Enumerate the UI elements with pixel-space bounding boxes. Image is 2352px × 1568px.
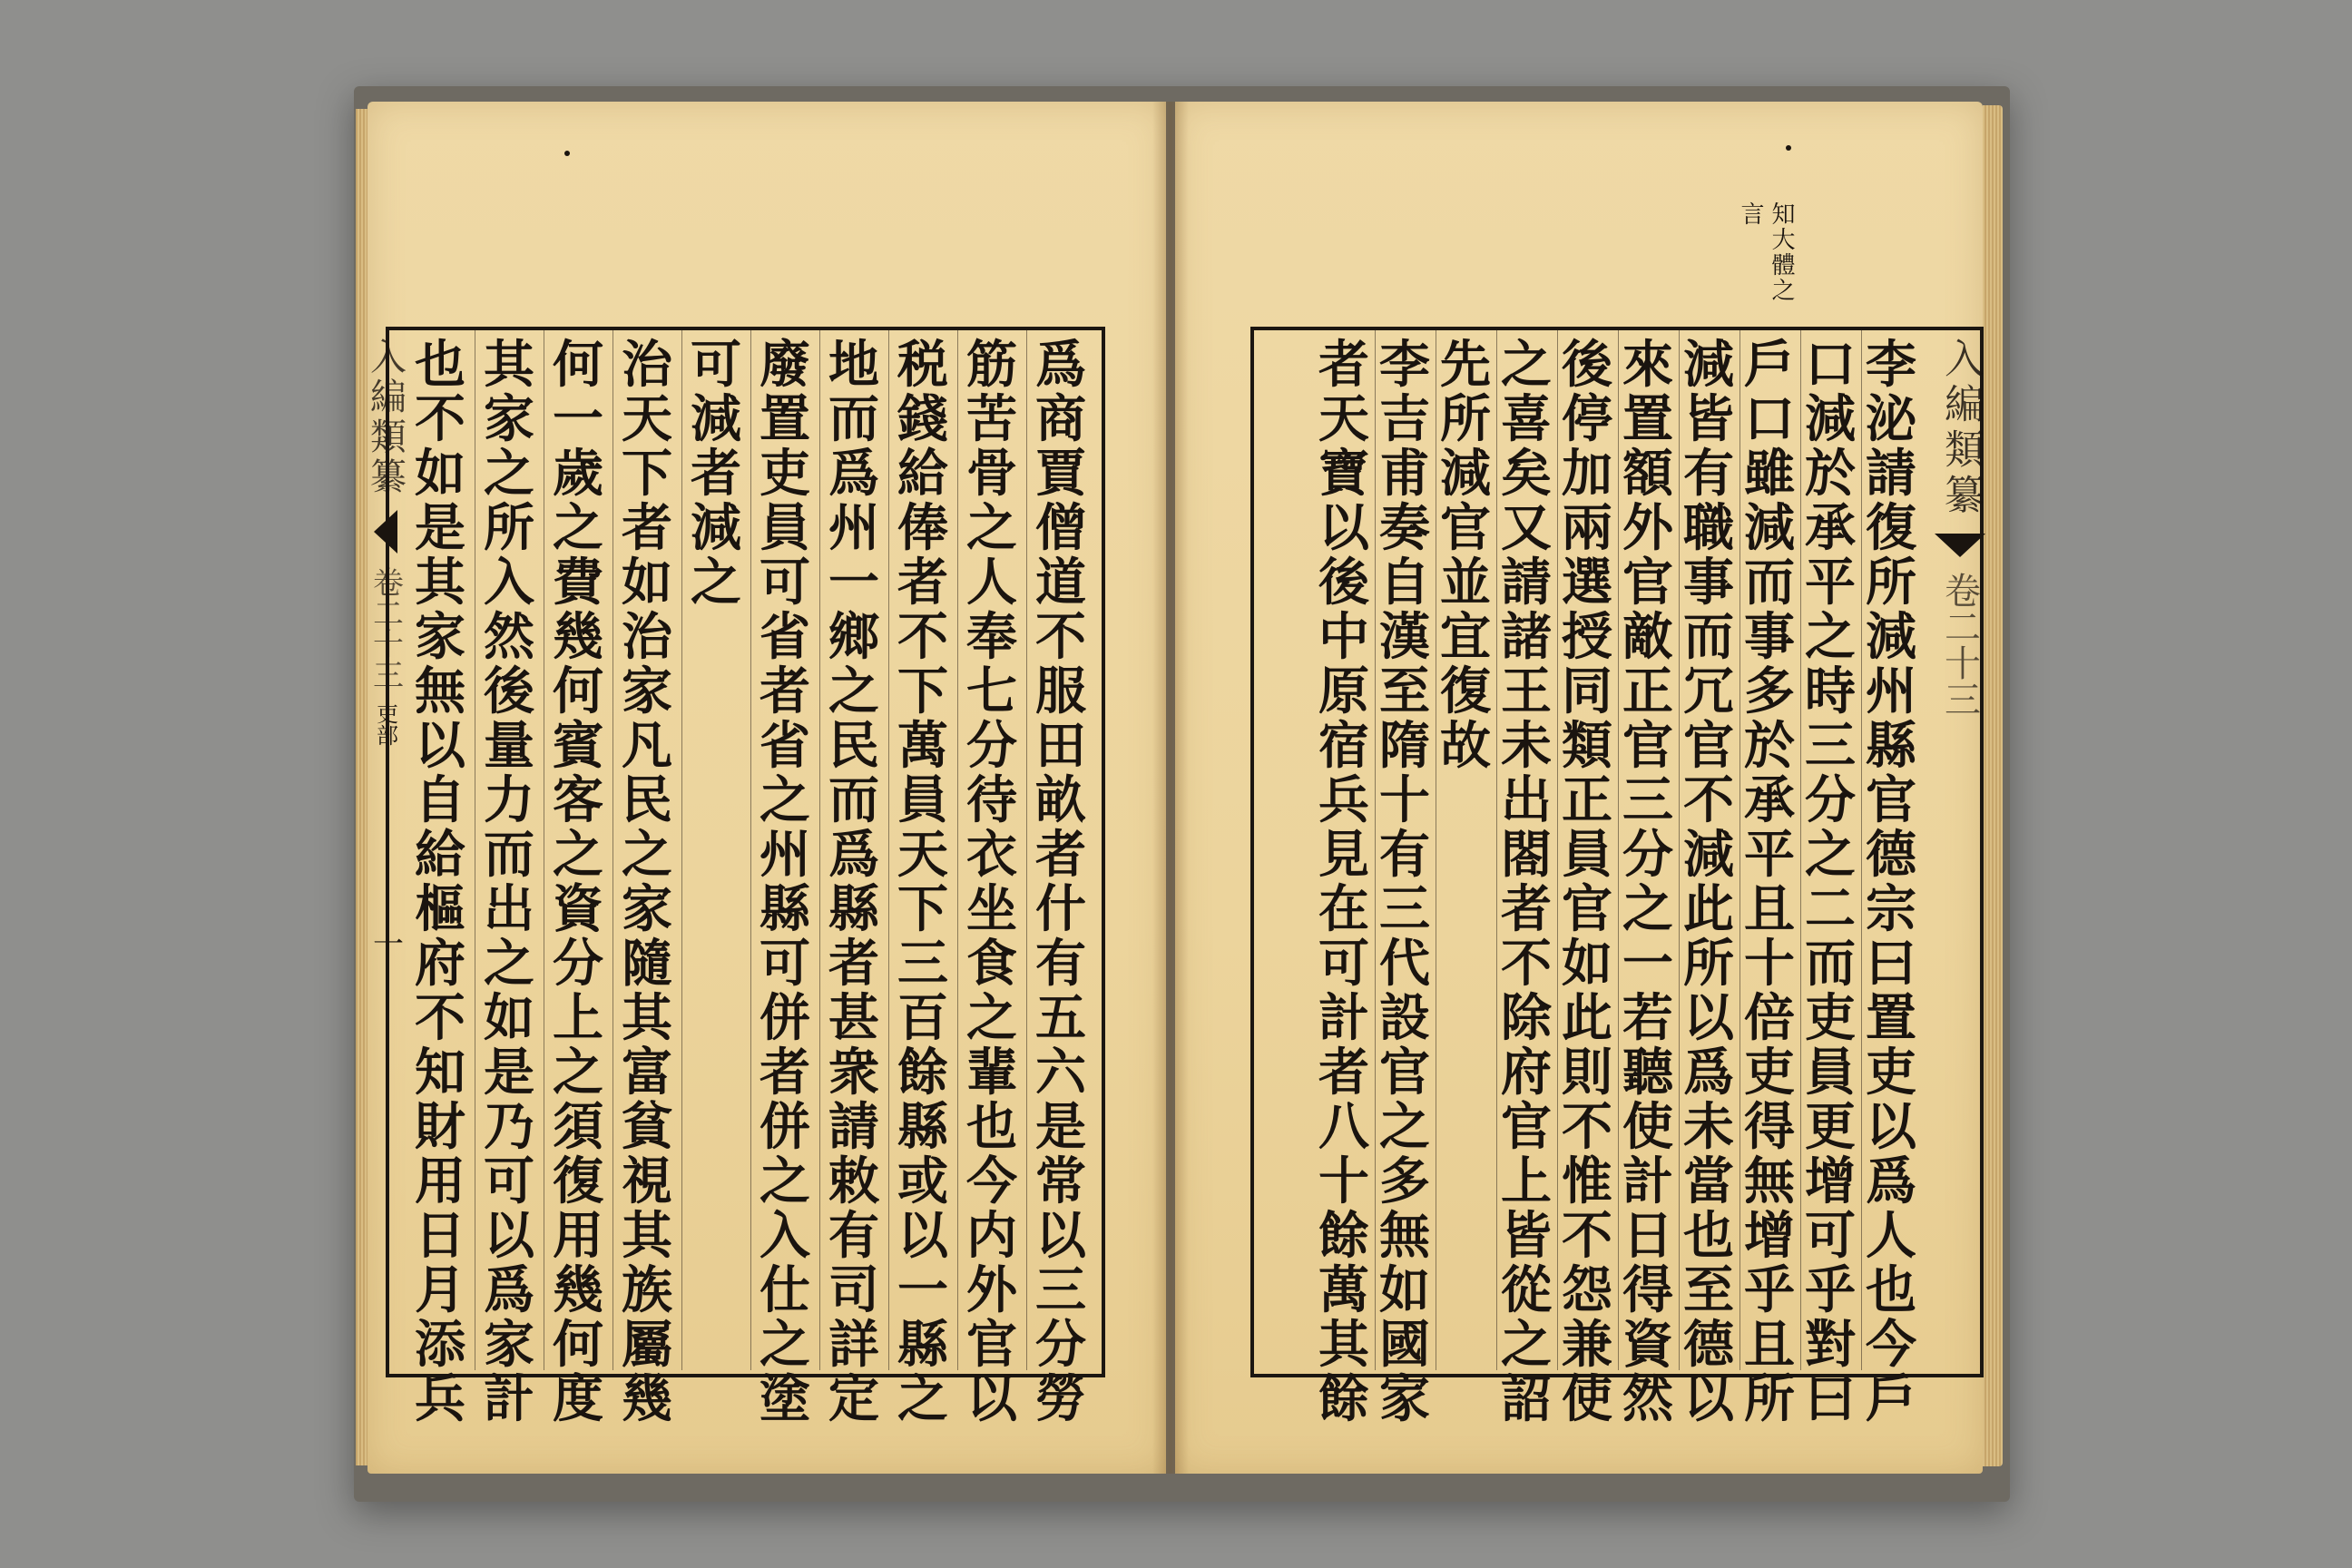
text-column: 也 不 如 是 其 家 無 以 自 給 樞 府 不 知 財 用 日 月 添 兵 — [415, 335, 466, 1429]
right-banxin — [1928, 338, 1992, 1363]
text-column: 可 減 者 減 之 — [691, 335, 741, 612]
column-rule — [957, 330, 958, 1370]
column-rule — [1861, 330, 1862, 1370]
text-column: 爲 商 賈 僧 道 不 服 田 畝 者 什 有 五 六 是 常 以 三 分 勞 — [1035, 335, 1086, 1429]
column-rule — [819, 330, 820, 1370]
text-column: 何 一 歲 之 費 幾 何 賓 客 之 資 分 上 之 須 復 用 幾 何 度 — [553, 335, 603, 1429]
text-column: 來 置 額 外 官 敵 正 官 三 分 之 一 若 聽 使 計 日 得 資 然 — [1622, 335, 1673, 1429]
text-column: 筋 苦 骨 之 人 奉 七 分 待 衣 坐 食 之 輩 也 今 内 外 官 以 — [966, 335, 1017, 1429]
banxin-title: 入編類纂 — [364, 338, 407, 497]
text-column: 治 天 下 者 如 治 家 凡 民 之 家 隨 其 富 貧 視 其 族 屬 幾 — [622, 335, 672, 1429]
fish-tail-icon — [374, 510, 397, 554]
text-column: 地 而 爲 州 一 鄉 之 民 而 爲 縣 者 甚 衆 請 敕 有 司 詳 定 — [828, 335, 879, 1429]
column-rule — [888, 330, 889, 1370]
text-column: 其 家 之 所 入 然 後 量 力 而 出 之 如 是 乃 可 以 爲 家 計 — [484, 335, 534, 1429]
page-edges-left — [356, 109, 368, 1465]
text-column: 之 喜 矣 又 請 諸 王 未 出 閤 者 不 除 府 官 上 皆 從 之 詔 — [1501, 335, 1552, 1429]
book-gutter — [1152, 102, 1189, 1474]
column-rule — [1618, 330, 1619, 1370]
banxin-page-number: 一 — [367, 927, 404, 958]
text-column: 減 皆 有 職 事 而 冗 官 不 減 此 所 以 爲 未 當 也 至 德 以 — [1683, 335, 1734, 1429]
column-rule — [1800, 330, 1801, 1370]
fish-tail-icon — [1935, 534, 1985, 557]
column-rule — [1557, 330, 1558, 1370]
column-rule — [612, 330, 613, 1370]
text-column: 口 減 於 承 平 之 時 三 分 之 二 而 吏 員 更 增 可 乎 對 曰 — [1805, 335, 1856, 1429]
text-column: 李 泌 請 復 所 減 州 縣 官 德 宗 曰 置 吏 以 爲 人 也 今 戶 — [1866, 335, 1916, 1429]
text-column: 廢 置 吏 員 可 省 者 省 之 州 縣 可 併 者 併 之 入 仕 之 塗 — [760, 335, 810, 1429]
text-column: 戶 口 雖 減 而 事 多 於 承 平 且 十 倍 吏 得 無 增 乎 且 所 — [1744, 335, 1795, 1429]
ink-dot-left — [564, 151, 570, 156]
banxin-title: 入編類纂 — [1937, 338, 1984, 519]
banxin-volume: 卷二十三 — [1938, 572, 1981, 717]
margin-note-col-1: 知大體之 — [1768, 201, 1795, 303]
column-rule — [681, 330, 682, 1370]
banxin-section: 吏部 — [372, 702, 398, 746]
banxin-volume: 卷二十三 — [367, 566, 404, 690]
text-column: 後 停 加 兩 選 授 同 類 正 員 官 如 此 則 不 惟 不 怨 兼 使 — [1562, 335, 1612, 1429]
text-column: 者 天 寶 以 後 中 原 宿 兵 見 在 可 計 者 八 十 餘 萬 其 餘 — [1318, 335, 1369, 1429]
text-column: 李 吉 甫 奏 自 漢 至 隋 十 有 三 代 設 官 之 多 無 如 國 家 — [1379, 335, 1430, 1429]
column-rule — [750, 330, 751, 1370]
column-rule — [1026, 330, 1027, 1370]
left-banxin — [364, 338, 407, 1363]
text-column: 税 錢 給 俸 者 不 下 萬 員 天 下 三 百 餘 縣 或 以 一 縣 之 — [897, 335, 948, 1429]
ink-dot-right — [1786, 145, 1791, 151]
column-rule — [1496, 330, 1497, 1370]
column-rule — [1679, 330, 1680, 1370]
text-column: 先 所 減 官 並 宜 復 故 — [1440, 335, 1491, 776]
margin-note-col-2: 言 — [1737, 201, 1764, 227]
column-rule — [1375, 330, 1376, 1370]
